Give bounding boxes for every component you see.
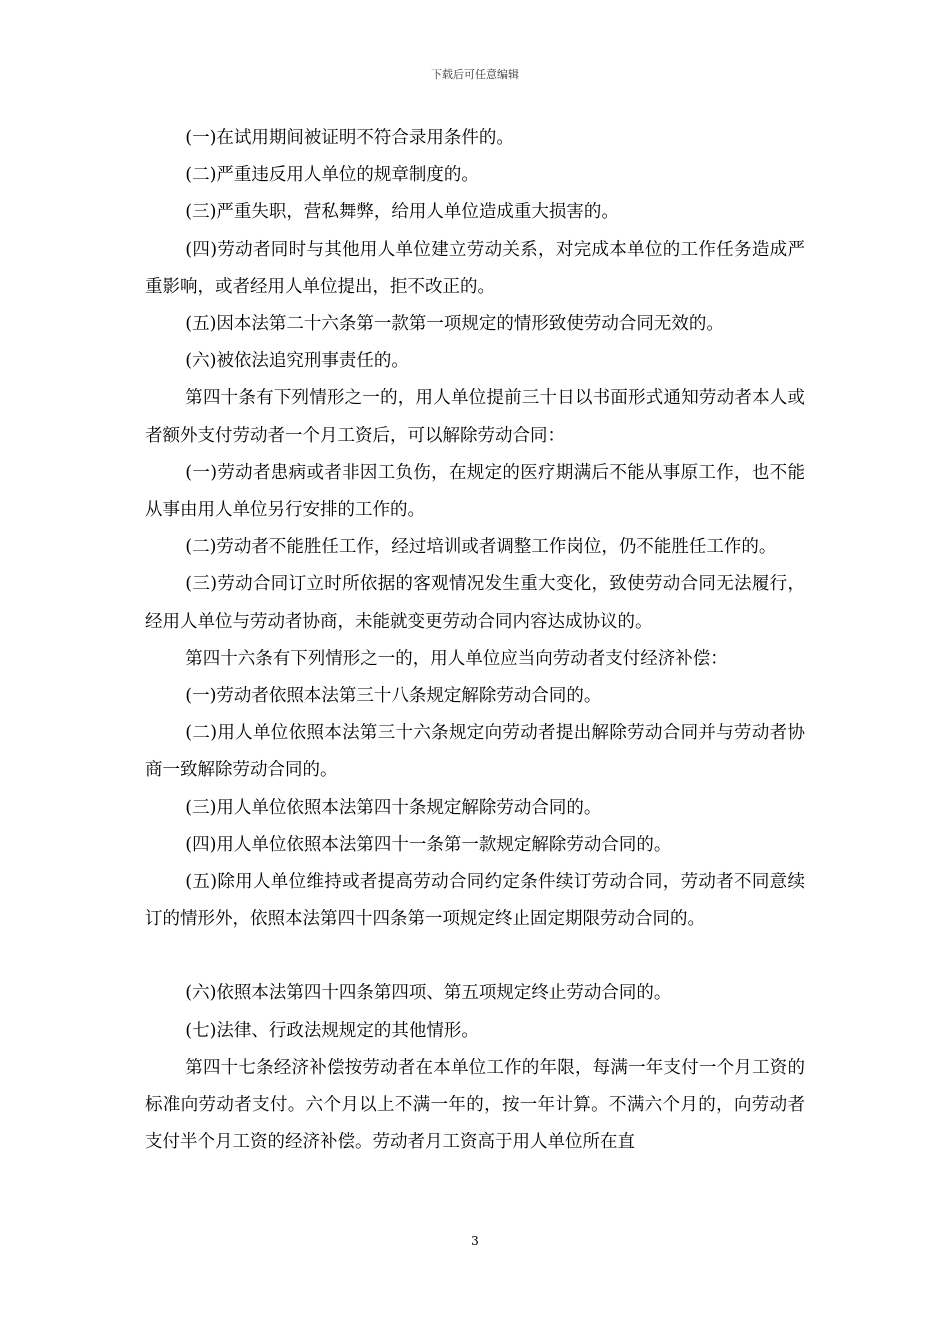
paragraph: (二)用人单位依照本法第三十六条规定向劳动者提出解除劳动合同并与劳动者协商一致解除劳动合同的。	[145, 723, 805, 781]
document-body	[145, 120, 805, 1161]
paragraph: (三)严重失职，营私舞弊，给用人单位造成重大损害的。	[185, 202, 619, 223]
paragraph: (五)因本法第二十六条第一款第一项规定的情形致使劳动合同无效的。	[185, 314, 724, 335]
paragraph: 第四十条有下列情形之一的，用人单位提前三十日以书面形式通知劳动者本人或者额外支付劳动者一个月工资后，可以解除劳动合同：	[145, 388, 805, 446]
paragraph: (六)被依法追究刑事责任的。	[185, 351, 409, 372]
paragraph: 第四十七条经济补偿按劳动者在本单位工作的年限，每满一年支付一个月工资的标准向劳动者支付。六个月以上不满一年的，按一年计算。不满六个月的，向劳动者支付半个月工资的经济补偿。劳动者月工资高于用人单位所在直	[145, 1057, 805, 1153]
paragraph: 第四十六条有下列情形之一的，用人单位应当向劳动者支付经济补偿：	[185, 648, 728, 669]
page-number: 3	[471, 1234, 479, 1248]
paragraph: (三)用人单位依照本法第四十条规定解除劳动合同的。	[185, 797, 602, 818]
paragraph: (四)用人单位依照本法第四十一条第一款规定解除劳动合同的。	[185, 834, 672, 855]
paragraph: (四)劳动者同时与其他用人单位建立劳动关系，对完成本单位的工作任务造成严重影响，或者经用人单位提出，拒不改正的。	[145, 239, 805, 297]
paragraph: (二)劳动者不能胜任工作，经过培训或者调整工作岗位，仍不能胜任工作的。	[185, 537, 777, 558]
paragraph: (一)劳动者依照本法第三十八条规定解除劳动合同的。	[185, 686, 602, 707]
paragraph: (五)除用人单位维持或者提高劳动合同约定条件续订劳动合同，劳动者不同意续订的情形外，依照本法第四十四条第一项规定终止固定期限劳动合同的。	[145, 872, 805, 930]
paragraph: (一)在试用期间被证明不符合录用条件的。	[185, 128, 514, 148]
paragraph: (六)依照本法第四十四条第四项、第五项规定终止劳动合同的。	[185, 983, 672, 1004]
paragraph: (七)法律、行政法规规定的其他情形。	[185, 1020, 479, 1041]
page-header: 下载后可任意编辑	[431, 68, 519, 81]
paragraph: (三)劳动合同订立时所依据的客观情况发生重大变化，致使劳动合同无法履行，经用人单位与劳动者协商，未能就变更劳动合同内容达成协议的。	[145, 574, 805, 632]
paragraph: (一)劳动者患病或者非因工负伤，在规定的医疗期满后不能从事原工作，也不能从事由用人单位另行安排的工作的。	[145, 462, 805, 521]
paragraph: (二)严重违反用人单位的规章制度的。	[185, 165, 479, 186]
